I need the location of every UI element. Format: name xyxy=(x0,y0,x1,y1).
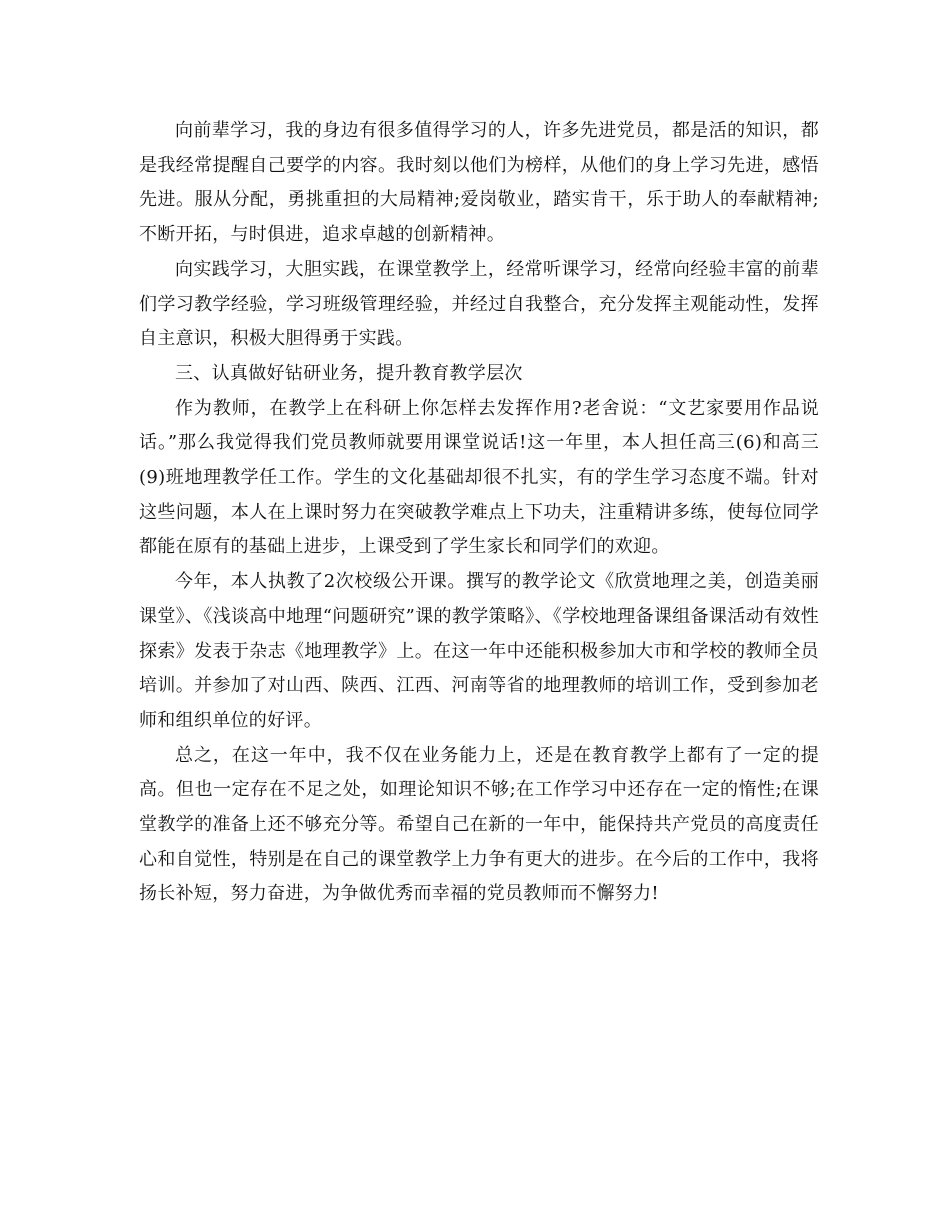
section-heading-research: 三、认真做好钻研业务，提升教育教学层次 xyxy=(175,362,523,384)
paragraph-teaching-role: 作为教师，在教学上在科研上你怎样去发挥作用?老舍说：“文艺家要用作品说话。”那么我觉得我们党员教师就要用课堂说话!这一年里，本人担任高三(6)和高三(9)班地理教学任工作。学生的文化基础却很不扎实，有的学生学习态度不端。针对这些问题，本人在上课时努力在突破教学难点上下功夫，注重精讲多练，使每位同学都能在原有的基础上进步，上课受到了学生家长和同学们的欢迎。 xyxy=(139,397,819,558)
paragraph-learn-from-seniors: 向前辈学习，我的身边有很多值得学习的人，许多先进党员，都是活的知识，都是我经常提醒自己要学的内容。我时刻以他们为榜样，从他们的身上学习先进，感悟先进。服从分配，勇挑重担的大局精神;爱岗敬业，踏实肯干，乐于助人的奉献精神;不断开拓，与时俱进，追求卓越的创新精神。 xyxy=(139,120,819,246)
paragraph-learn-from-practice: 向实践学习，大胆实践，在课堂教学上，经常听课学习，经常向经验丰富的前辈们学习教学经验，学习班级管理经验，并经过自我整合，充分发挥主观能动性，发挥自主意识，积极大胆得勇于实践。 xyxy=(139,258,819,350)
paragraph-publications: 今年，本人执教了2次校级公开课。撰写的教学论文《欣赏地理之美，创造美丽课堂》、《浅谈高中地理“问题研究”课的教学策略》、《学校地理备课组备课活动有效性探索》发表于杂志《地理教学》上。在这一年中还能积极参加大市和学校的教师全员培训。并参加了对山西、陕西、江西、河南等省的地理教师的培训工作，受到参加老师和组织单位的好评。 xyxy=(139,571,819,731)
paragraph-summary: 总之，在这一年中，我不仅在业务能力上，还是在教育教学上都有了一定的提高。但也一定存在不足之处，如理论知识不够;在工作学习中还存在一定的惰性;在课堂教学的准备上还不够充分等。希望自己在新的一年中，能保持共产党员的高度责任心和自觉性，特别是在自己的课堂教学上力争有更大的进步。在今后的工作中，我将扬长补短，努力奋进，为争做优秀而幸福的党员教师而不懈努力! xyxy=(139,744,819,905)
document-body xyxy=(139,114,819,912)
